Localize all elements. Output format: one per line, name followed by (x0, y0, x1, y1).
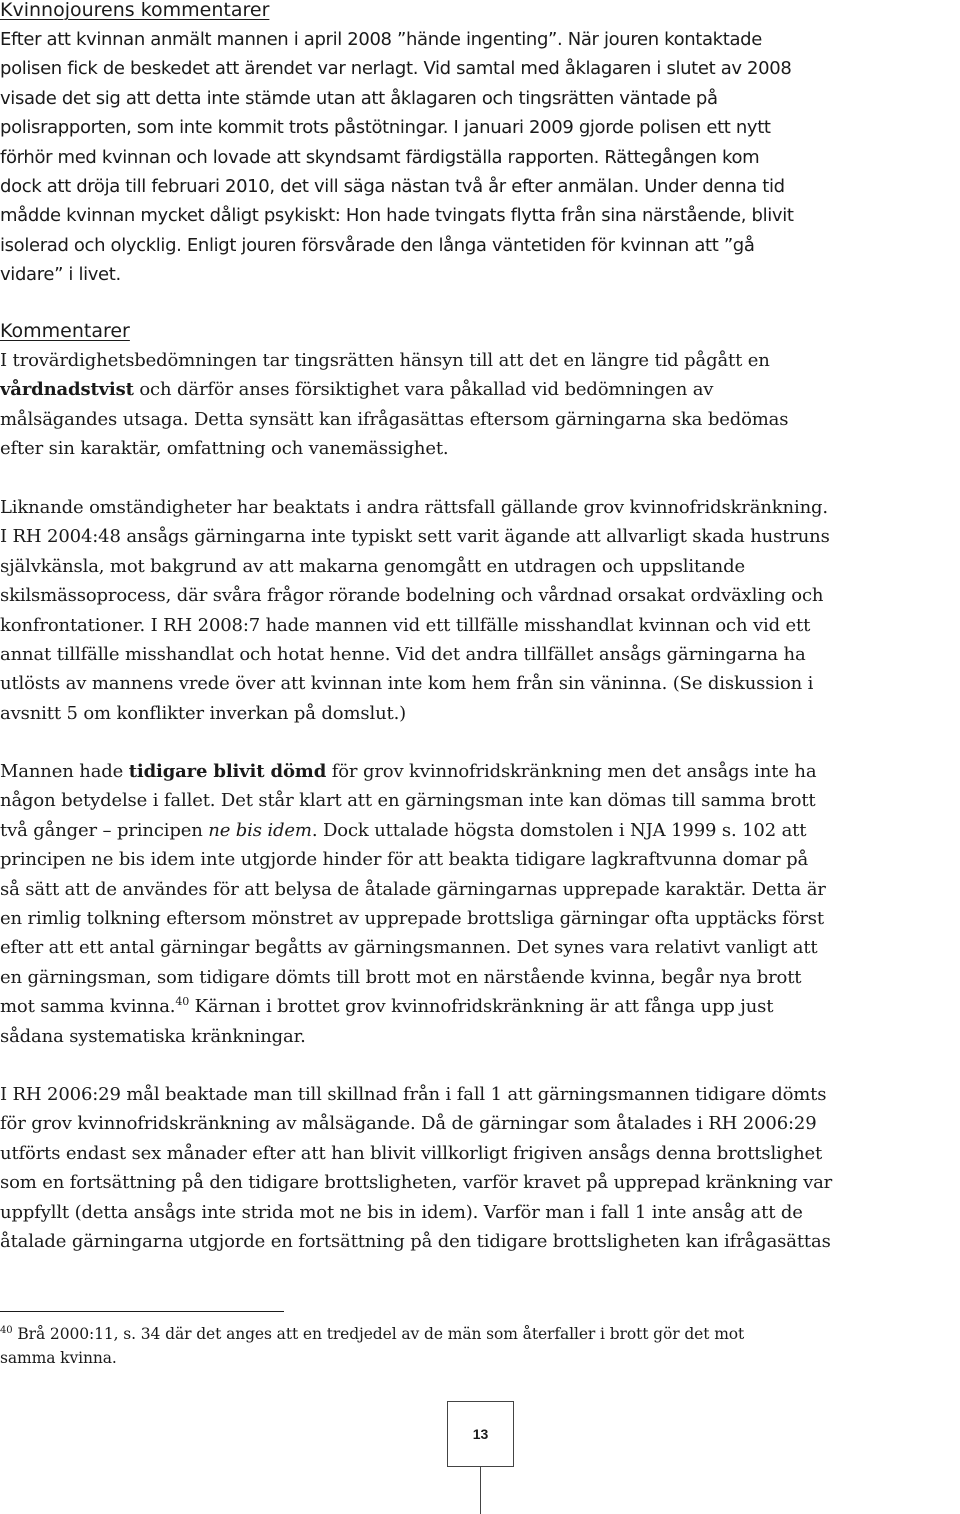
text-line (0, 816, 960, 845)
text-line: Efter att kvinnan anmält mannen i april 2008 ”hände ingenting”. När jouren kontaktade (0, 29, 762, 50)
text-line: I trovärdighetsbedömningen tar tingsrätten hänsyn till att det en längre tid pågått en (0, 350, 770, 371)
footnote-divider (0, 1311, 284, 1312)
bold-term-tidigare-blivit-domd: tidigare blivit dömd (128, 761, 327, 782)
text-line: någon betydelse i fallet. Det står klart att en gärningsman inte kan dömas till samma brott (0, 790, 816, 812)
text-line (0, 757, 960, 786)
footnote-text: Brå 2000:11, s. 34 där det anges att en tredjedel av de män som återfaller i brott gör det mot (12, 1325, 745, 1343)
text-line: dock att dröja till februari 2010, det vill säga nästan två år efter anmälan. Under denna tid (0, 176, 785, 198)
page-number-connector-line (480, 1467, 481, 1514)
text-segment: för grov kvinnofridskränkning men det ansågs inte ha (326, 761, 817, 782)
footnote-reference[interactable]: 40 (175, 995, 190, 1009)
bold-term-vardnadstvist: vårdnadstvist (0, 379, 134, 401)
text-line: en gärningsman, som tidigare dömts till brott mot en närstående kvinna, begår nya brott (0, 966, 802, 988)
text-line: utförts endast sex månader efter att han blivit villkorligt frigiven ansågs denna brottslighet (0, 1142, 823, 1164)
text-segment: Kärnan i brottet grov kvinnofridskränkning är att fånga upp just (189, 996, 774, 1018)
text-line: annat tillfälle misshandlat och hotat henne. Vid det andra tillfället ansågs gärningarna ha (0, 644, 806, 666)
text-line (0, 375, 960, 404)
footnote-line (0, 1323, 744, 1347)
text-line: självkänsla, mot bakgrund av att makarna genomgått en utdragen och uppslitande (0, 555, 745, 577)
text-line: konfrontationer. I RH 2008:7 hade mannen vid ett tillfälle misshandlat kvinnan och vid ett (0, 614, 811, 636)
text-line: som en fortsättning på den tidigare brottsligheten, varför kravet på upprepad kränkning var (0, 1172, 833, 1194)
italic-term-ne-bis-idem: ne bis idem (208, 819, 312, 841)
text-line: avsnitt 5 om konflikter inverkan på domslut.) (0, 702, 407, 724)
text-line: efter sin karaktär, omfattning och vanemässighet. (0, 438, 449, 460)
kommentarer-paragraph (0, 346, 960, 464)
page-number: 13 (472, 1426, 489, 1442)
text-line: polisen fick de beskedet att ärendet var nerlagt. Vid samtal med åklagaren i slutet av 2008 (0, 58, 792, 80)
rh-2006-paragraph (0, 1080, 960, 1256)
text-line: en rimlig tolkning eftersom mönstret av upprepade brottsliga gärningar ofta upptäcks först (0, 908, 824, 930)
text-line: visade det sig att detta inte stämde utan att åklagaren och tingsrätten väntade på (0, 87, 718, 109)
text-segment: och därför anses försiktighet vara påkallad vid bedömningen av (133, 379, 714, 401)
kvinnojourens-paragraph (0, 25, 960, 290)
text-line: Liknande omständigheter har beaktats i andra rättsfall gällande grov kvinnofridskränkning. (0, 497, 828, 518)
section-heading-kommentarer: Kommentarer (0, 320, 130, 342)
text-line: förhör med kvinnan och lovade att skyndsamt färdigställa rapporten. Rättegången kom (0, 146, 760, 168)
text-segment: mot samma kvinna. (0, 996, 176, 1018)
text-segment: Mannen hade (0, 761, 129, 782)
footnote-number: 40 (0, 1325, 13, 1336)
footnote (0, 1323, 744, 1370)
section-heading-kvinnojourens-kommentarer: Kvinnojourens kommentarer (0, 0, 270, 21)
text-segment: två gånger – principen (0, 819, 209, 841)
text-line: sådana systematiska kränkningar. (0, 1025, 306, 1047)
text-line: åtalade gärningarna utgjorde en fortsättning på den tidigare brottsligheten kan ifrågasättas (0, 1231, 831, 1253)
text-line: för grov kvinnofridskränkning av målsägande. Då de gärningar som åtalades i RH 2006:29 (0, 1113, 817, 1135)
text-line (0, 992, 960, 1021)
text-line: så sätt att de användes för att belysa de åtalade gärningarnas upprepade karaktär. Detta är (0, 878, 826, 900)
footnote-line: samma kvinna. (0, 1348, 117, 1367)
text-line: polisrapporten, som inte kommit trots påstötningar. I januari 2009 gjorde polisen ett nytt (0, 117, 771, 139)
text-line: isolerad och olycklig. Enligt jouren försvårade den långa väntetiden för kvinnan att ”gå (0, 234, 755, 256)
text-line: uppfyllt (detta ansågs inte strida mot ne bis in idem). Varför man i fall 1 inte ansåg att de (0, 1201, 803, 1223)
text-line: principen ne bis idem inte utgjorde hinder för att beakta tidigare lagkraftvunna domar på (0, 849, 809, 871)
text-line: I RH 2004:48 ansågs gärningarna inte typiskt sett varit ägande att allvarligt skada hustruns (0, 526, 830, 548)
text-line: vidare” i livet. (0, 264, 121, 286)
rattsfall-paragraph (0, 493, 960, 728)
text-line: skilsmässoprocess, där svåra frågor rörande bodelning och vårdnad orsakat ordväxling och (0, 585, 824, 607)
text-segment: . Dock uttalade högsta domstolen i NJA 1999 s. 102 att (311, 819, 807, 841)
text-line: målsägandes utsaga. Detta synsätt kan ifrågasättas eftersom gärningarna ska bedömas (0, 408, 789, 430)
text-line: efter att ett antal gärningar begåtts av gärningsmannen. Det synes vara relativt vanligt att (0, 937, 818, 959)
text-line: mådde kvinnan mycket dåligt psykiskt: Hon hade tvingats flytta från sina närstående, blivit (0, 205, 794, 227)
tidigare-dom-paragraph (0, 757, 960, 1051)
page-number-box (447, 1401, 514, 1467)
text-line: I RH 2006:29 mål beaktade man till skillnad från i fall 1 att gärningsmannen tidigare dömts (0, 1084, 827, 1105)
text-line: utlösts av mannens vrede över att kvinnan inte kom hem från sin väninna. (Se diskussion i (0, 673, 814, 695)
